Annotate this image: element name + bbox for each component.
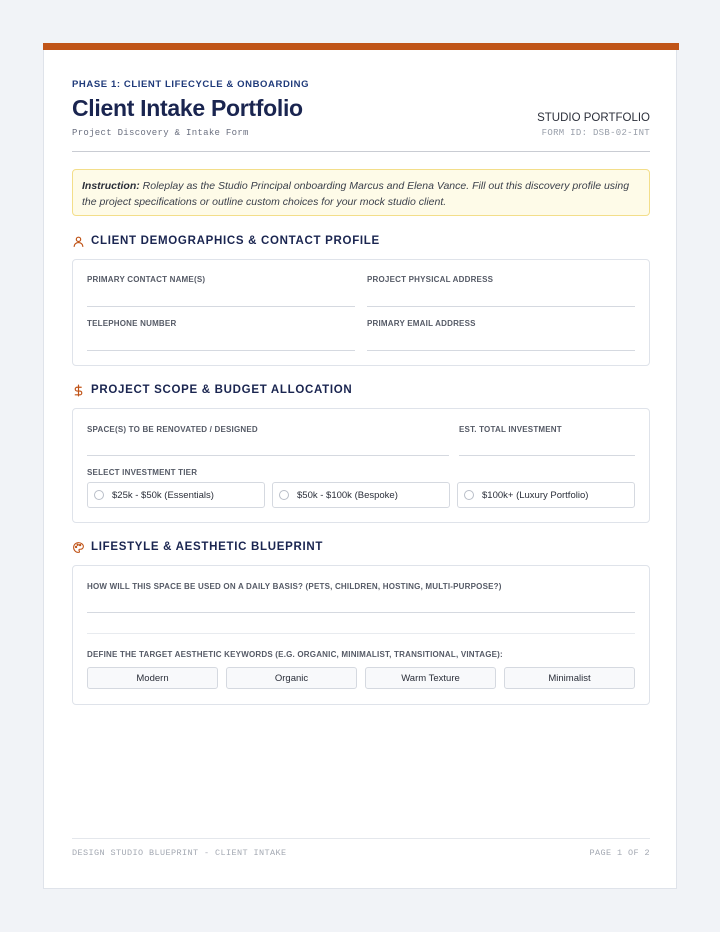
aesthetic-label: DEFINE THE TARGET AESTHETIC KEYWORDS (E.G. ORGANIC, MINIMALIST, TRANSITIONAL, VINTAGE):	[87, 650, 503, 659]
tier-option-bespoke[interactable]	[272, 482, 450, 508]
radio-circle-icon	[279, 490, 289, 500]
spaces-field[interactable]	[87, 455, 449, 456]
address-field[interactable]	[367, 306, 635, 307]
section-title-demographics	[72, 233, 380, 249]
radio-circle-icon	[464, 490, 474, 500]
keyword-chip-minimalist[interactable]: Minimalist	[504, 667, 635, 689]
palette-icon	[72, 541, 85, 554]
tier-option-luxury[interactable]	[457, 482, 635, 508]
section-title-scope	[72, 382, 352, 398]
form-header	[72, 77, 650, 152]
lifestyle-card	[72, 565, 650, 705]
page-subtitle: Project Discovery & Intake Form	[72, 128, 249, 138]
page-footer	[72, 838, 650, 858]
instruction-label: Instruction:	[82, 180, 140, 192]
phase-label: PHASE 1: CLIENT LIFECYCLE & ONBOARDING	[72, 79, 310, 90]
keyword-chip-modern[interactable]: Modern	[87, 667, 218, 689]
phone-field[interactable]	[87, 350, 355, 351]
section-title-lifestyle	[72, 539, 323, 555]
spaces-label: SPACE(S) TO BE RENOVATED / DESIGNED	[87, 425, 258, 434]
contact-name-label: PRIMARY CONTACT NAME(S)	[87, 275, 206, 284]
keyword-chip-organic[interactable]: Organic	[226, 667, 357, 689]
section-label: PROJECT SCOPE & BUDGET ALLOCATION	[91, 384, 353, 396]
instruction-box	[72, 169, 650, 216]
investment-field[interactable]	[459, 455, 635, 456]
phone-label: TELEPHONE NUMBER	[87, 319, 177, 328]
section-label: CLIENT DEMOGRAPHICS & CONTACT PROFILE	[91, 235, 380, 247]
form-sheet	[43, 43, 677, 889]
page-number: PAGE 1 OF 2	[589, 848, 650, 858]
email-label: PRIMARY EMAIL ADDRESS	[367, 319, 476, 328]
demographics-card	[72, 259, 650, 366]
tier-option-label: $25k - $50k (Essentials)	[112, 489, 214, 501]
usage-field-line-2[interactable]	[87, 633, 635, 634]
form-id: FORM ID: DSB-02-INT	[541, 128, 650, 138]
tier-option-label: $50k - $100k (Bespoke)	[297, 489, 398, 501]
footer-title: DESIGN STUDIO BLUEPRINT - CLIENT INTAKE	[72, 848, 287, 858]
radio-circle-icon	[94, 490, 104, 500]
page-title: Client Intake Portfolio	[72, 95, 303, 121]
tier-option-essentials[interactable]	[87, 482, 265, 508]
email-field[interactable]	[367, 350, 635, 351]
instruction-text: Roleplay as the Studio Principal onboarding Marcus and Elena Vance. Fill out this discovery profile using the project specifications or outline custom choices for your mock studio client.	[82, 180, 630, 208]
usage-label: HOW WILL THIS SPACE BE USED ON A DAILY BASIS? (PETS, CHILDREN, HOSTING, MULTI-PURPOSE?)	[87, 582, 502, 591]
dollar-icon	[72, 384, 85, 397]
address-label: PROJECT PHYSICAL ADDRESS	[367, 275, 494, 284]
studio-label: STUDIO PORTFOLIO	[537, 112, 650, 124]
tier-option-label: $100k+ (Luxury Portfolio)	[482, 489, 589, 501]
section-label: LIFESTYLE & AESTHETIC BLUEPRINT	[91, 541, 324, 553]
accent-bar	[43, 43, 679, 50]
investment-label: EST. TOTAL INVESTMENT	[459, 425, 562, 434]
tier-label: SELECT INVESTMENT TIER	[87, 468, 198, 477]
scope-card	[72, 408, 650, 523]
keyword-chip-warm-texture[interactable]: Warm Texture	[365, 667, 496, 689]
usage-field-line-1[interactable]	[87, 612, 635, 613]
contact-name-field[interactable]	[87, 306, 355, 307]
person-icon	[72, 235, 85, 248]
